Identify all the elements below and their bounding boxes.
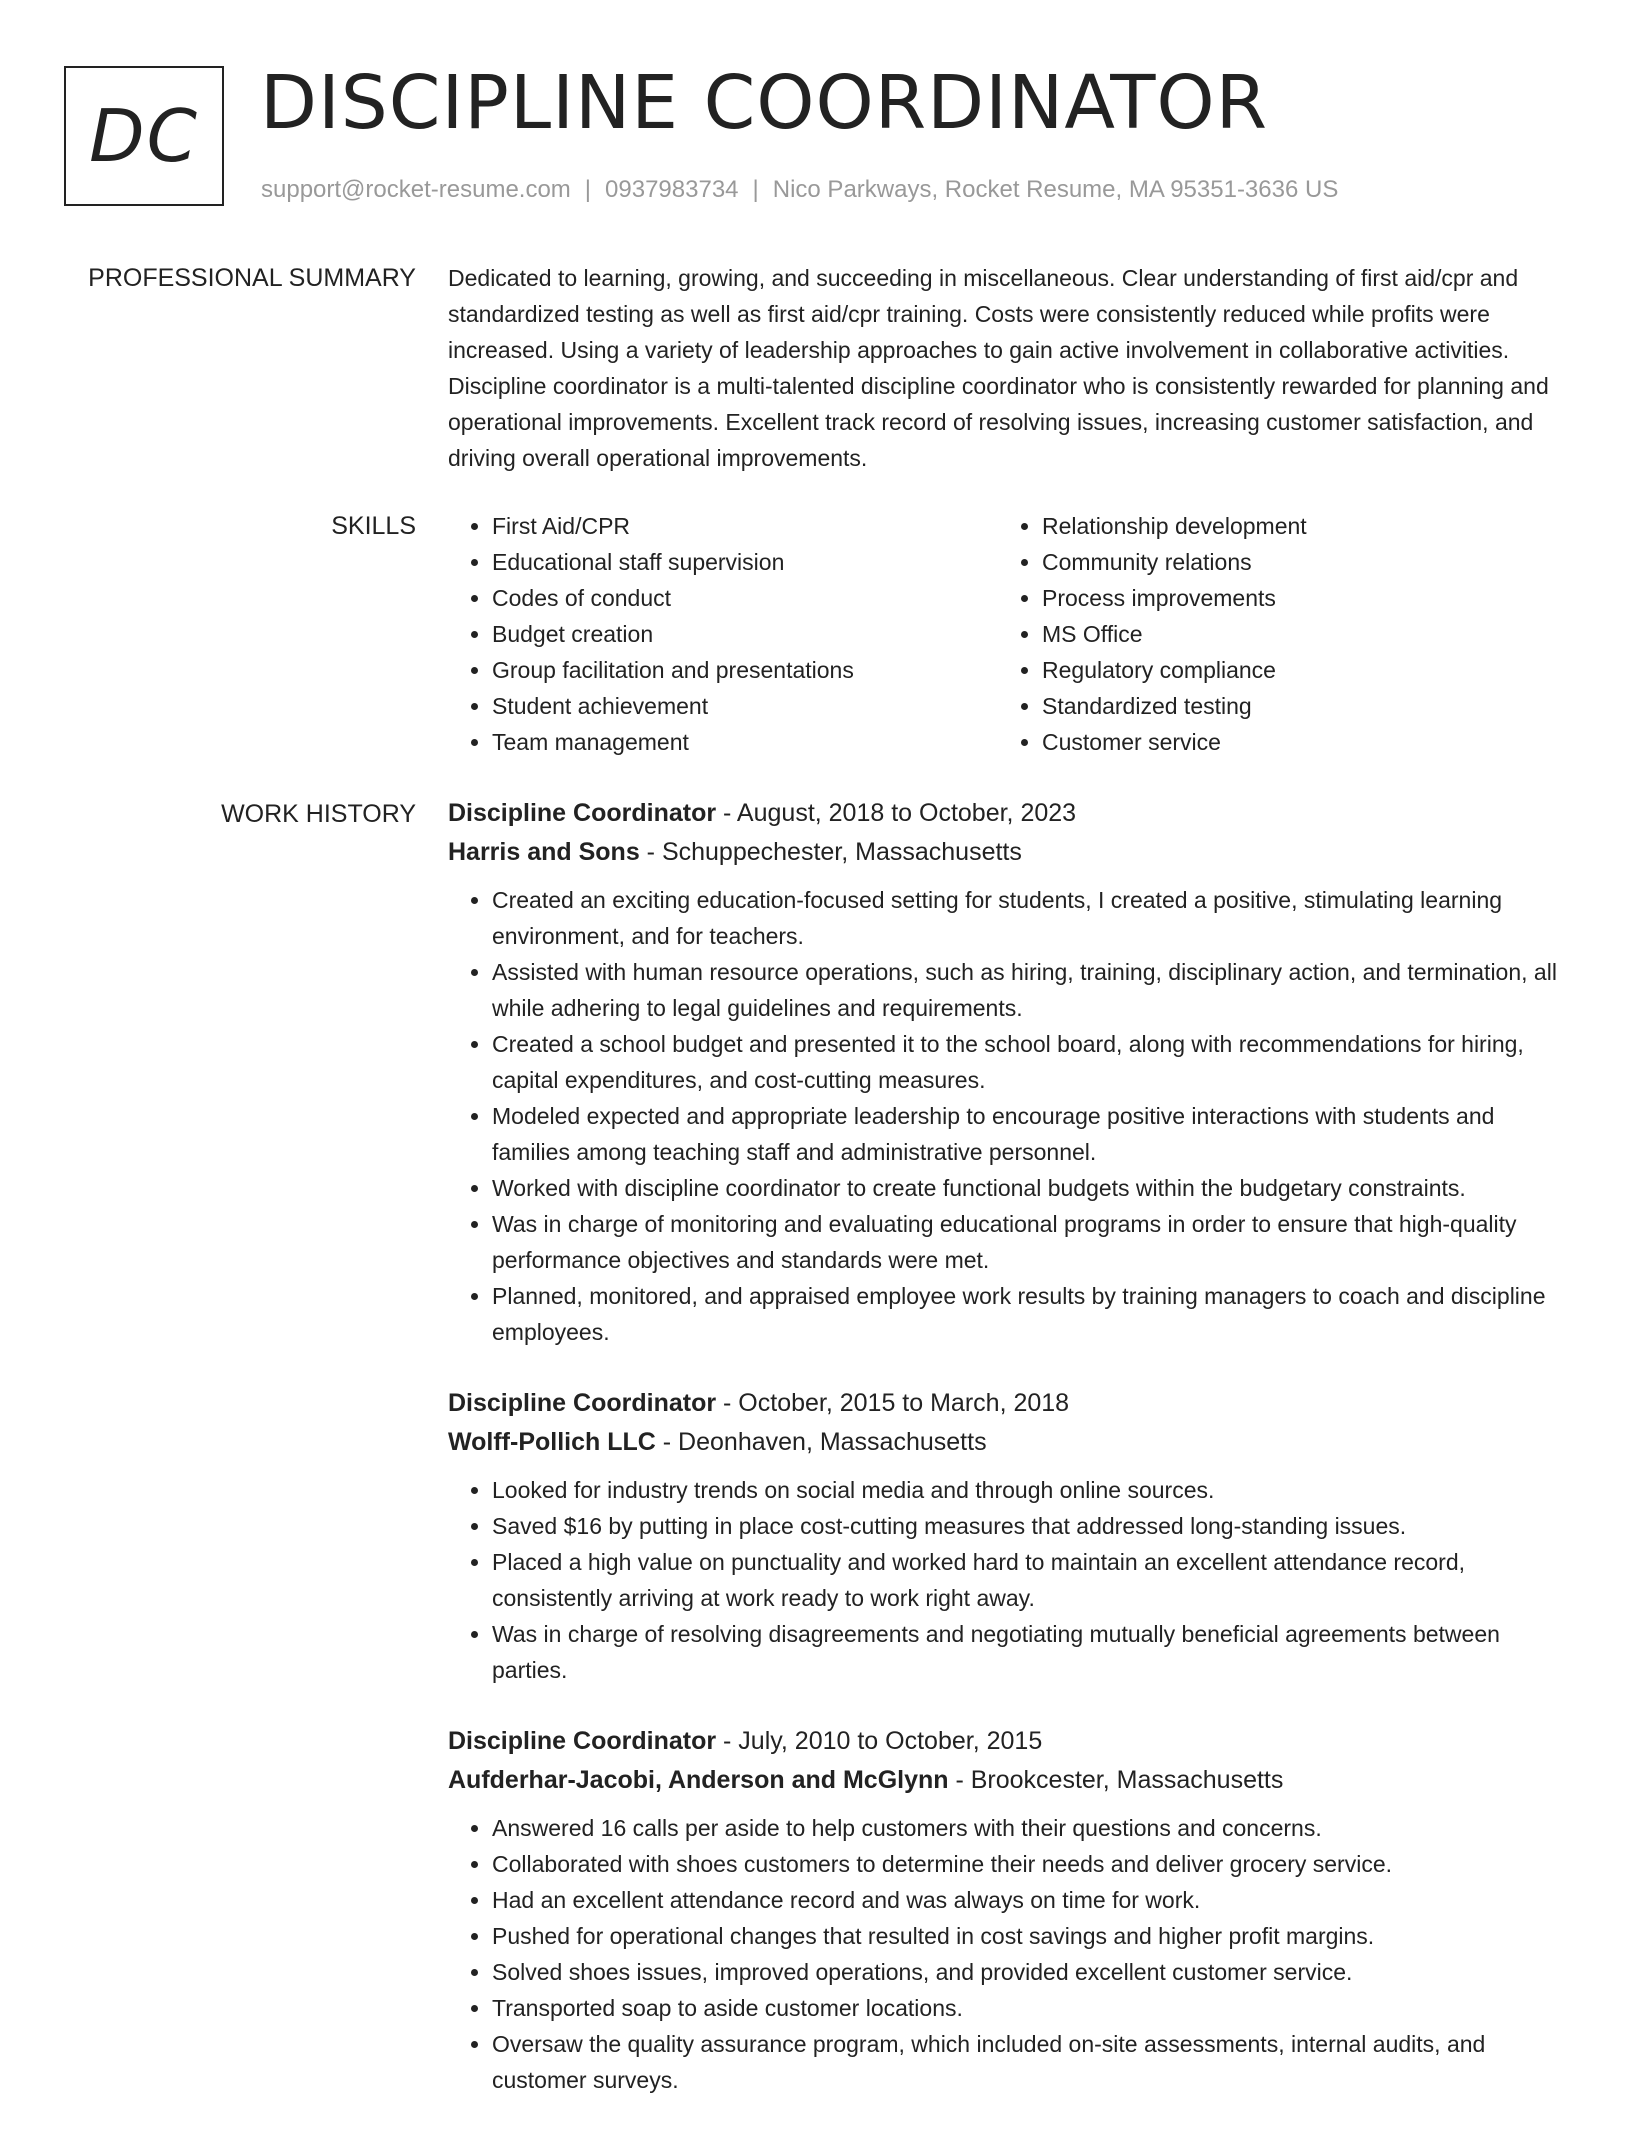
monogram-logo: DC	[64, 66, 224, 206]
skill-item: • Standardized testing	[1042, 688, 1548, 724]
job-company: Aufderhar-Jacobi, Anderson and McGlynn	[448, 1766, 949, 1794]
job-location: - Schuppechester, Massachusetts	[639, 838, 1022, 866]
job-title-line	[448, 1384, 1564, 1422]
contact-email: support@rocket-resume.com	[261, 176, 571, 203]
job-dates: - August, 2018 to October, 2023	[716, 799, 1077, 827]
job-title-line	[448, 1722, 1564, 1760]
contact-line	[261, 174, 1338, 206]
job-bullet: • Pushed for operational changes that resulted in cost savings and higher profit margins.	[492, 1918, 1564, 1954]
job-entry	[448, 794, 1564, 1350]
skill-item: • Student achievement	[492, 688, 998, 724]
job-bullet: • Planned, monitored, and appraised employee work results by training managers to coach and discipline employees.	[492, 1278, 1564, 1350]
job-company-line	[448, 1760, 1564, 1800]
skill-item: • Process improvements	[1042, 580, 1548, 616]
job-dates: - July, 2010 to October, 2015	[716, 1727, 1043, 1755]
job-bullet: • Was in charge of resolving disagreements and negotiating mutually beneficial agreements between parties.	[492, 1616, 1564, 1688]
work-history-heading: WORK HISTORY	[221, 800, 416, 828]
skill-item: • Educational staff supervision	[492, 544, 998, 580]
summary-heading: PROFESSIONAL SUMMARY	[88, 264, 416, 292]
skill-item: • MS Office	[1042, 616, 1548, 652]
skill-item: • Codes of conduct	[492, 580, 998, 616]
job-bullets	[448, 1472, 1564, 1688]
job-bullet: • Transported soap to aside customer locations.	[492, 1990, 1564, 2026]
work-history-body	[448, 794, 1564, 2132]
skills-heading: SKILLS	[331, 512, 416, 540]
skill-item: • Team management	[492, 724, 998, 760]
job-bullet: • Solved shoes issues, improved operations, and provided excellent customer service.	[492, 1954, 1564, 1990]
skill-item: • Relationship development	[1042, 508, 1548, 544]
job-company: Harris and Sons	[448, 838, 640, 866]
job-bullet: • Created an exciting education-focused setting for students, I created a positive, stimulating learning environment, and for teachers.	[492, 882, 1564, 954]
contact-separator: |	[752, 176, 759, 203]
job-bullet: • Created a school budget and presented it to the school board, along with recommendations for hiring, capital expenditures, and cost-cutting measures.	[492, 1026, 1564, 1098]
job-location: - Brookcester, Massachusetts	[948, 1766, 1284, 1794]
skill-item: • Regulatory compliance	[1042, 652, 1548, 688]
job-bullet: • Collaborated with shoes customers to determine their needs and deliver grocery service.	[492, 1846, 1564, 1882]
job-entry	[448, 1722, 1564, 2098]
job-bullet: • Had an excellent attendance record and was always on time for work.	[492, 1882, 1564, 1918]
job-location: - Deonhaven, Massachusetts	[655, 1428, 987, 1456]
contact-phone: 0937983734	[605, 176, 739, 203]
skill-item: • Customer service	[1042, 724, 1548, 760]
job-bullets	[448, 882, 1564, 1350]
job-bullet: • Looked for industry trends on social media and through online sources.	[492, 1472, 1564, 1508]
job-bullet: • Modeled expected and appropriate leadership to encourage positive interactions with students and families among teaching staff and administrative personnel.	[492, 1098, 1564, 1170]
job-bullet: • Assisted with human resource operations, such as hiring, training, disciplinary action, and termination, all while adhering to legal guidelines and requirements.	[492, 954, 1564, 1026]
summary-body	[448, 260, 1564, 476]
job-title: Discipline Coordinator	[448, 1727, 717, 1755]
skill-item: • First Aid/CPR	[492, 508, 998, 544]
job-bullet: • Answered 16 calls per aside to help customers with their questions and concerns.	[492, 1810, 1564, 1846]
job-bullet: • Worked with discipline coordinator to create functional budgets within the budgetary constraints.	[492, 1170, 1564, 1206]
job-company: Wolff-Pollich LLC	[448, 1428, 656, 1456]
skill-item: • Budget creation	[492, 616, 998, 652]
contact-address: Nico Parkways, Rocket Resume, MA 95351-3636 US	[772, 176, 1339, 203]
job-company-line	[448, 832, 1564, 872]
job-title: Discipline Coordinator	[448, 1389, 717, 1417]
skill-item: • Group facilitation and presentations	[492, 652, 998, 688]
resume-name: DISCIPLINE COORDINATOR	[260, 60, 1269, 146]
job-company-line	[448, 1422, 1564, 1462]
job-title: Discipline Coordinator	[448, 799, 717, 827]
skills-column-right	[998, 508, 1548, 760]
summary-text: Dedicated to learning, growing, and succeeding in miscellaneous. Clear understanding of first aid/cpr and standardized testing as well as first aid/cpr training. Costs were consistently reduced while profits were increased. Using a variety of leadership approaches to gain active involvement in collaborative activities. Discipline coordinator is a multi-talented discipline coordinator who is consistently rewarded for planning and operational improvements. Excellent track record of resolving issues, increasing customer satisfaction, and driving overall operational improvements.	[448, 265, 1549, 471]
skills-column-left	[448, 508, 998, 760]
job-bullets	[448, 1810, 1564, 2098]
job-entry	[448, 1384, 1564, 1688]
skills-body	[448, 508, 1564, 760]
job-bullet: • Was in charge of monitoring and evaluating educational programs in order to ensure that high-quality performance objectives and standards were met.	[492, 1206, 1564, 1278]
job-bullet: • Oversaw the quality assurance program, which included on-site assessments, internal audits, and customer surveys.	[492, 2026, 1564, 2098]
job-bullet: • Placed a high value on punctuality and worked hard to maintain an excellent attendance record, consistently arriving at work ready to work right away.	[492, 1544, 1564, 1616]
job-dates: - October, 2015 to March, 2018	[716, 1389, 1070, 1417]
skill-item: • Community relations	[1042, 544, 1548, 580]
contact-separator: |	[584, 176, 592, 203]
job-bullet: • Saved $16 by putting in place cost-cutting measures that addressed long-standing issues.	[492, 1508, 1564, 1544]
job-title-line	[448, 794, 1564, 832]
